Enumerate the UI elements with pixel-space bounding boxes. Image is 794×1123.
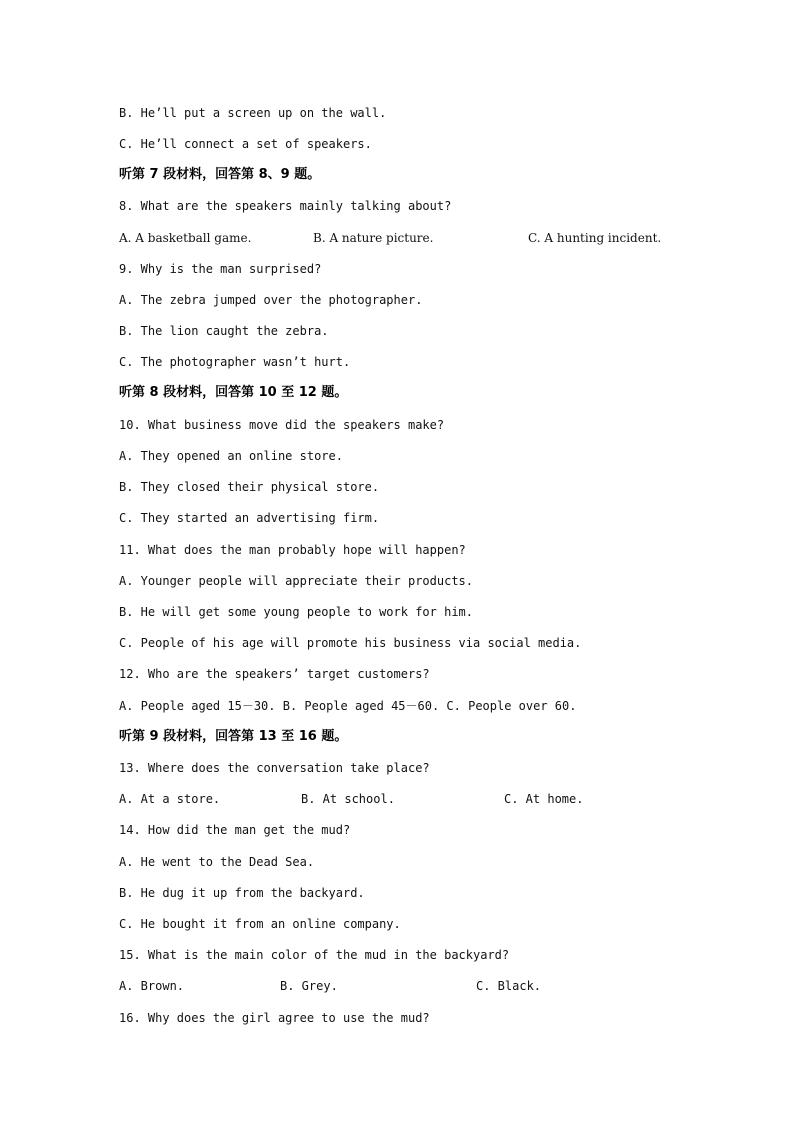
option-10b: B. They closed their physical store. — [119, 480, 380, 494]
section-heading-7: 听第 7 段材料，回答第 8、9 题。 — [119, 167, 321, 182]
option-11a: A. Younger people will appreciate their products. — [119, 574, 474, 588]
question-10: 10. What business move did the speakers make? — [119, 418, 445, 432]
option-9b: B. The lion caught the zebra. — [119, 324, 329, 338]
option-8a: A. A basketball game. — [119, 231, 252, 245]
question-15: 15. What is the main color of the mud in the backyard? — [119, 948, 510, 962]
option-10a: A. They opened an online store. — [119, 449, 343, 463]
option-13b: B. At school. — [301, 792, 395, 806]
options-12: A. People aged 15－30. B. People aged 45－60. C. People over 60. — [119, 699, 577, 713]
option-8c: C. A hunting incident. — [528, 231, 662, 245]
question-11: 11. What does the man probably hope will happen? — [119, 543, 466, 557]
question-12: 12. Who are the speakers’ target customers? — [119, 667, 430, 681]
option-9a: A. The zebra jumped over the photographer. — [119, 293, 423, 307]
option-13a: A. At a store. — [119, 792, 221, 806]
option-14a: A. He went to the Dead Sea. — [119, 855, 315, 869]
option-11c: C. People of his age will promote his business via social media. — [119, 636, 582, 650]
question-14: 14. How did the man get the mud? — [119, 823, 351, 837]
option-10c: C. They started an advertising firm. — [119, 511, 380, 525]
option-9c: C. The photographer wasn’t hurt. — [119, 355, 351, 369]
section-heading-9: 听第 9 段材料，回答第 13 至 16 题。 — [119, 729, 348, 744]
question-9: 9. Why is the man surprised? — [119, 262, 322, 276]
option-8b: B. A nature picture. — [313, 231, 434, 245]
option-11b: B. He will get some young people to work for him. — [119, 605, 474, 619]
option-14b: B. He dug it up from the backyard. — [119, 886, 365, 900]
question-13: 13. Where does the conversation take place? — [119, 761, 430, 775]
question-16: 16. Why does the girl agree to use the mud? — [119, 1011, 430, 1025]
option-15b: B. Grey. — [280, 979, 338, 993]
option-15c: C. Black. — [476, 979, 542, 993]
option-7b: B. He’ll put a screen up on the wall. — [119, 106, 387, 120]
section-heading-8: 听第 8 段材料，回答第 10 至 12 题。 — [119, 385, 348, 400]
question-8: 8. What are the speakers mainly talking about? — [119, 199, 452, 213]
option-14c: C. He bought it from an online company. — [119, 917, 401, 931]
option-13c: C. At home. — [504, 792, 584, 806]
option-15a: A. Brown. — [119, 979, 185, 993]
option-7c: C. He’ll connect a set of speakers. — [119, 137, 372, 151]
